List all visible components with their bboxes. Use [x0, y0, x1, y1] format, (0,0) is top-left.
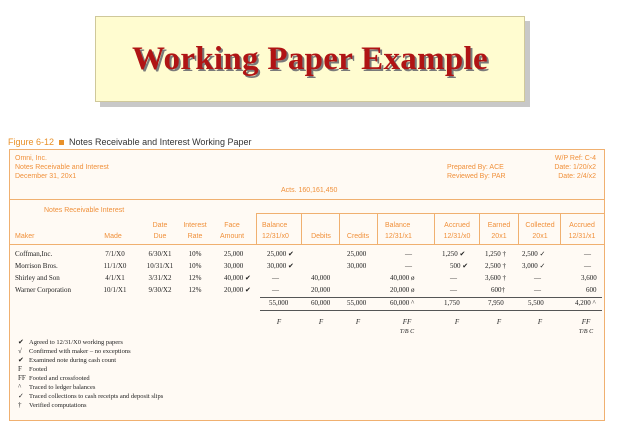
cell-face: 30,000 [224, 262, 244, 270]
cell-accrued-end: — [584, 262, 591, 270]
group-label: Notes Receivable Interest [44, 207, 125, 214]
col-earned-2: 20x1 [491, 233, 507, 240]
slide-title-box [95, 16, 525, 102]
foot-mark: F [318, 318, 324, 326]
col-divider [560, 213, 561, 244]
col-interest-rate-1: Interest [183, 222, 207, 229]
square-bullet-icon [59, 140, 64, 145]
total-accrued-start: 1,750 [444, 299, 460, 307]
legend-text: Traced to ledger balances [29, 384, 96, 391]
total-double-rule [260, 310, 602, 311]
crossfoot-mark: FF [581, 318, 591, 326]
col-divider [377, 213, 378, 244]
legend-item [18, 347, 131, 356]
cell-earned: 2,500 † [485, 262, 506, 270]
cell-accrued-start: — [450, 274, 457, 282]
cell-collected: 2,500 ✓ [522, 250, 546, 258]
col-balance-start-1: Balance [262, 222, 288, 229]
col-credits: Credits [346, 233, 370, 240]
legend-text: Footed [29, 366, 48, 373]
cell-rate: 12% [188, 274, 202, 282]
wp-ref: W/P Ref: C-4 [554, 155, 596, 162]
col-divider [434, 213, 435, 244]
check-mark-icon: ✔ [18, 356, 24, 364]
legend-item [18, 401, 87, 410]
legend-text: Confirmed with maker – no exceptions [29, 348, 131, 355]
cell-balance-start: — [272, 274, 279, 282]
foot-mark: F [276, 318, 282, 326]
slide-title: Working Paper Example [132, 40, 488, 77]
cell-collected: — [534, 274, 541, 282]
cell-accrued-end: — [584, 250, 591, 258]
working-paper-panel [9, 149, 605, 421]
cell-earned: 600† [491, 286, 505, 294]
foot-mark: F [454, 318, 460, 326]
cell-maker: Coffman,Inc. [15, 250, 53, 258]
total-debits: 60,000 [311, 299, 331, 307]
cell-face: 40,000 ✔ [224, 274, 251, 282]
account-numbers: Acts. 160,161,450 [281, 187, 338, 194]
col-made: Made [104, 233, 122, 240]
cell-balance-end: 20,000 ø [390, 286, 415, 294]
crossfoot-mark-icon: FF [18, 374, 26, 382]
col-divider [256, 213, 257, 244]
cell-maker: Shirley and Son [15, 274, 60, 282]
foot-mark: F [496, 318, 502, 326]
legend-text: Verified computations [29, 402, 87, 409]
total-balance-end: 60,000 ^ [390, 299, 415, 307]
cell-collected: — [534, 286, 541, 294]
col-divider [301, 213, 302, 244]
cell-rate: 10% [188, 250, 202, 258]
total-credits: 55,000 [347, 299, 367, 307]
cell-balance-start: 30,000 ✔ [267, 262, 294, 270]
cell-accrued-start: — [450, 286, 457, 294]
figure-caption [8, 137, 251, 147]
cell-made: 11/1/X0 [103, 262, 127, 270]
col-balance-end-2: 12/31/x1 [385, 233, 412, 240]
legend-text: Traced collections to cash receipts and deposit slips [29, 393, 164, 400]
legend-item [18, 383, 95, 392]
legend-item [18, 356, 116, 365]
col-earned-1: Earned [487, 222, 511, 229]
cell-balance-end: — [405, 262, 412, 270]
check-mark-icon: ✔ [18, 338, 24, 346]
legend-item [18, 392, 163, 401]
total-accrued-end: 4,200 ^ [575, 299, 596, 307]
header-rule [10, 199, 604, 200]
col-due: Due [153, 233, 167, 240]
cell-collected: 3,000 ✓ [522, 262, 546, 270]
col-divider [339, 213, 340, 244]
col-balance-end-1: Balance [385, 222, 411, 229]
col-date-group: Date [152, 222, 168, 229]
col-accrued-end-2: 12/31/x1 [568, 233, 596, 240]
col-accrued-end-1: Accrued [569, 222, 595, 229]
cell-rate: 12% [188, 286, 202, 294]
cell-made: 10/1/X1 [103, 286, 127, 294]
foot-mark: F [537, 318, 543, 326]
legend-text: Examined note during cash count [29, 357, 117, 364]
cell-maker: Warner Corporation [15, 286, 71, 294]
cell-accrued-end: 3,600 [581, 274, 597, 282]
traced-mark-icon: ✓ [18, 392, 24, 400]
cell-due: 6/30/X1 [148, 250, 172, 258]
foot-mark: F [355, 318, 361, 326]
total-earned: 7,950 [488, 299, 504, 307]
col-accrued-start-1: Accrued [444, 222, 470, 229]
paper-subject: Notes Receivable and Interest [15, 164, 109, 171]
col-collected-1: Collected [525, 222, 555, 229]
col-balance-start-2: 12/31/x0 [262, 233, 289, 240]
col-debits: Debits [311, 233, 331, 240]
cell-credits: 25,000 [347, 250, 367, 258]
col-divider [479, 213, 480, 244]
col-face-amount-1: Face [224, 222, 240, 229]
col-maker: Maker [15, 233, 35, 240]
legend-item [18, 374, 90, 383]
cell-accrued-start: 1,250 ✔ [442, 250, 466, 258]
client-name: Omni, Inc. [15, 155, 47, 162]
caret-icon: ^ [18, 383, 22, 391]
cell-balance-end: 40,000 ø [390, 274, 415, 282]
trial-balance-ref: T/B C [399, 329, 415, 335]
cell-rate: 10% [188, 262, 202, 270]
cell-balance-start: 25,000 ✔ [267, 250, 294, 258]
foot-mark-icon: F [18, 365, 22, 373]
cell-balance-end: — [405, 250, 412, 258]
col-face-amount-2: Amount [219, 233, 245, 240]
paper-date: December 31, 20x1 [15, 173, 77, 180]
cell-balance-start: — [272, 286, 279, 294]
cell-made: 7/1/X0 [105, 250, 125, 258]
cell-face: 25,000 [224, 250, 244, 258]
col-accrued-start-2: 12/31/x0 [443, 233, 471, 240]
legend-text: Agreed to 12/31/X0 working papers [29, 339, 123, 346]
legend-text: Footed and crossfooted [29, 375, 90, 382]
cell-due: 9/30/X2 [148, 286, 172, 294]
trial-balance-ref: T/B C [578, 329, 594, 335]
column-group-rule [256, 213, 604, 214]
crossfoot-mark: FF [402, 318, 412, 326]
cell-earned: 3,600 † [485, 274, 506, 282]
reviewed-by: Reviewed By: PAR [447, 173, 506, 180]
column-header-rule [10, 244, 604, 245]
check-mark-icon: √ [18, 347, 22, 355]
cell-credits: 30,000 [347, 262, 367, 270]
figure-number: Figure 6-12 [8, 137, 55, 147]
cell-maker: Morrison Bros. [15, 262, 58, 270]
cell-due: 10/31/X1 [146, 262, 174, 270]
cell-debits: 20,000 [311, 286, 331, 294]
total-collected: 5,500 [528, 299, 544, 307]
cell-made: 4/1/X1 [105, 274, 125, 282]
cell-debits: 40,000 [311, 274, 331, 282]
col-interest-rate-2: Rate [187, 233, 203, 240]
total-balance-start: 55,000 [269, 299, 289, 307]
prepared-by: Prepared By: ACE [447, 164, 504, 171]
cell-due: 3/31/X2 [148, 274, 172, 282]
cell-face: 20,000 ✔ [224, 286, 251, 294]
col-divider [518, 213, 519, 244]
figure-caption-text: Notes Receivable and Interest Working Paper [69, 137, 252, 147]
cell-earned: 1,250 † [485, 250, 506, 258]
legend-item [18, 365, 47, 374]
reviewed-date: Date: 2/4/x2 [558, 173, 596, 180]
total-rule [260, 297, 602, 298]
col-collected-2: 20x1 [532, 233, 548, 240]
cell-accrued-start: 500 ✔ [450, 262, 469, 270]
verified-mark-icon: † [18, 401, 22, 409]
prepared-date: Date: 1/20/x2 [554, 164, 596, 171]
legend-item [18, 338, 123, 347]
cell-accrued-end: 600 [586, 286, 597, 294]
